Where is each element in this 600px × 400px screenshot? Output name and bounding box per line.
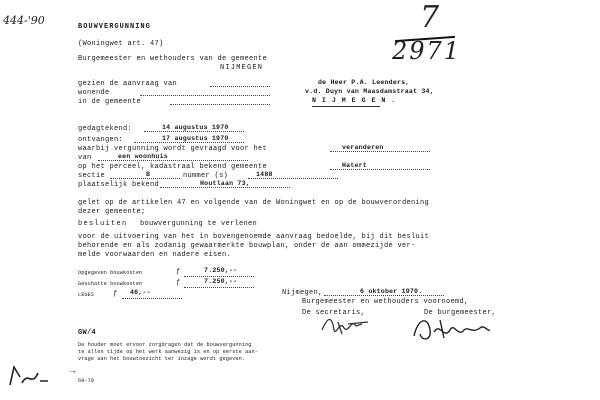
stated-costs: 7.250,--: [204, 267, 238, 274]
currency-estimated: ƒ: [176, 279, 181, 287]
mayor-signature: [410, 312, 494, 346]
dots-request: [210, 86, 270, 87]
secretary-signature: [318, 312, 378, 338]
parcel-value: Hatert: [342, 162, 367, 169]
document-title: BOUWVERGUNNING: [78, 23, 151, 31]
margin-mark: [4, 363, 50, 389]
received-date: 17 augustus 1970: [162, 135, 229, 142]
document-subtitle: (Woningwet art. 47): [78, 40, 164, 48]
mayor-label: De burgemeester,: [424, 309, 497, 317]
file-number-bottom: 2971: [392, 37, 462, 65]
dots-signed: [144, 131, 244, 132]
dots-local: [160, 187, 290, 188]
issue-date: 6 oktober 1970.: [360, 288, 423, 295]
considered-line-2: dezer gemeente;: [78, 208, 146, 216]
notice-line-2: te allen tijde op het werk aanwezig is en op eerste aan-: [78, 349, 258, 355]
label-of: van: [78, 154, 92, 162]
dots-date: [324, 295, 444, 296]
purpose-line-3: melde voorwaarden en nadere eisen.: [78, 251, 232, 259]
purpose-line-1: voor de uitvoering van het in bovengenoemde aanvraag bedoelde, bij dit besluit: [78, 233, 430, 241]
applicant-name: de Heer P.A. Leenders,: [318, 79, 410, 86]
municipality-underline: [312, 106, 380, 107]
dots-residence: [140, 95, 270, 96]
dots-estimated: [184, 287, 254, 288]
currency-fees: ƒ: [113, 290, 118, 298]
estimated-costs: 7.250,--: [204, 278, 238, 285]
label-asked: waarbij vergunning wordt gevraagd voor het: [78, 145, 268, 153]
label-local: plaatselijk bekend: [78, 181, 160, 189]
secretary-label: De secretaris,: [302, 309, 366, 317]
decide-word: besluiten: [78, 220, 128, 228]
corner-note: 444-'90: [3, 14, 45, 27]
number-value: 1488: [256, 171, 273, 178]
label-section: sectie: [78, 172, 106, 180]
label-parcel: op het perceel, kadastraal bekend gemeente: [78, 163, 268, 171]
authority-line: Burgemeester en wethouders van de gemeente: [78, 55, 268, 63]
applicant-municipality: N I J M E G E N .: [312, 97, 397, 104]
label-signed: gedagtekend:: [78, 125, 133, 133]
dots-number: [248, 178, 338, 179]
dots-fees: [122, 298, 182, 299]
notice-line-1: De houder moet ervoor zorgdragen dat de bouwvergunning: [78, 342, 252, 348]
dots-of: [98, 160, 248, 161]
decision-text: bouwvergunning te verlenen: [140, 220, 258, 228]
label-residence: wonende: [78, 89, 110, 97]
file-number-top: 7: [420, 0, 440, 35]
label-fees: LEGES: [78, 292, 95, 298]
purpose-line-2: behorende en als zodanig gewaarmerkte bouwplan, onder de aan ommezijde ver-: [78, 242, 416, 250]
considered-line: gelet op de artikelen 47 en volgende van de Woningwet en op de bouwverordening: [78, 199, 430, 207]
asked-value: veranderen: [342, 144, 384, 151]
dots-received: [134, 142, 244, 143]
dots-stated: [184, 276, 254, 277]
form-code: GW/4: [78, 329, 97, 337]
notice-line-3: vrage aan het bouwtoezicht ter inzage wordt gegeven.: [78, 356, 246, 362]
label-number: nummer (s): [183, 172, 229, 180]
local-value: Houtlaan 73,: [200, 180, 250, 187]
label-request: gezien de aanvraag van: [78, 80, 178, 88]
currency-stated: ƒ: [176, 268, 181, 276]
label-stated-costs: Opgegeven bouwkosten: [78, 270, 143, 276]
fees-value: 46,--: [130, 289, 151, 296]
applicant-address: v.d. Duyn van Maasdamstraat 34,: [305, 88, 434, 95]
city-line: NIJMEGEN: [220, 64, 264, 72]
dots-municipality: [170, 104, 270, 105]
dots-asked: [330, 151, 430, 152]
footer-arrow: →: [70, 366, 76, 376]
signed-date: 14 augustus 1970: [162, 124, 229, 131]
form-number: 69-78: [78, 378, 95, 384]
label-estimated-costs: Geschatte bouwkosten: [78, 281, 143, 287]
place-label: Nijmegen,: [282, 289, 323, 297]
label-received: ontvangen:: [78, 136, 124, 144]
section-value: B: [146, 171, 151, 178]
dots-section: [110, 178, 180, 179]
label-municipality: in de gemeente: [78, 98, 142, 106]
dots-parcel: [330, 169, 430, 170]
signatory-authority: Burgemeester en wethouders voornoemd,: [302, 298, 469, 306]
of-value: een woonhuis: [118, 153, 168, 160]
